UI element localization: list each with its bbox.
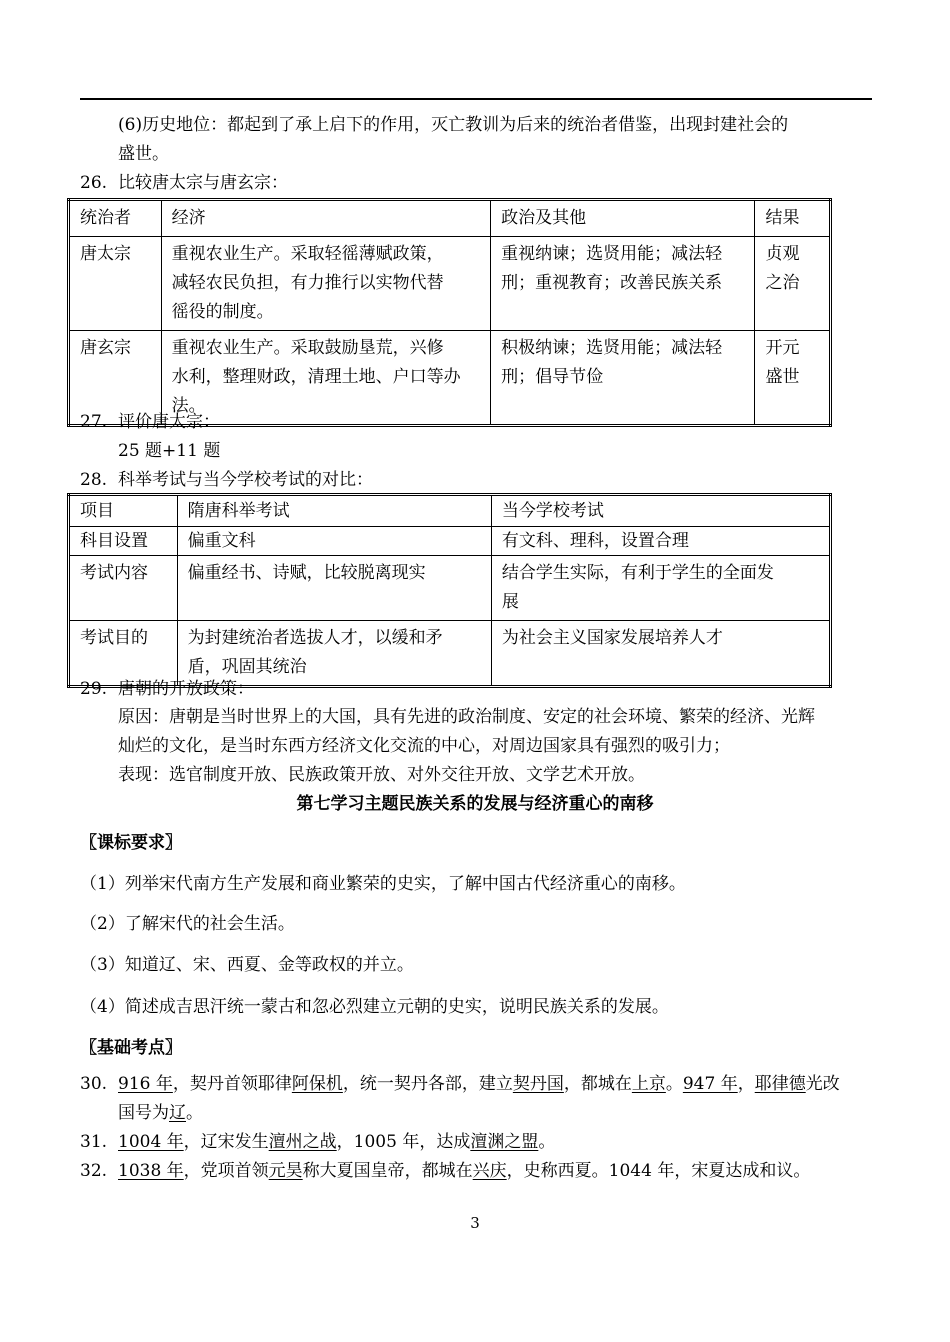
q30-line1 <box>118 1073 840 1095</box>
cell-line: 开元 <box>765 338 800 358</box>
keju-cell <box>177 621 491 687</box>
table-row <box>69 527 831 556</box>
q30-text: ， <box>737 1074 755 1094</box>
section6-line1: (6)历史地位：都起到了承上启下的作用，灭亡教训为后来的统治者借鉴，出现封建社会的 <box>118 115 789 135</box>
item-cell: 考试目的 <box>69 621 178 687</box>
header-rule <box>80 98 872 100</box>
q30-text: 。 <box>665 1074 683 1094</box>
table-header-cell: 当今学校考试 <box>491 495 830 527</box>
q31-text: ，辽宋发生 <box>183 1132 269 1152</box>
q31-text: 。 <box>538 1132 556 1152</box>
q31-treaty: 澶渊之盟 <box>470 1132 539 1152</box>
cell-line: 偏重文科 <box>187 531 256 551</box>
economy-cell <box>161 237 490 331</box>
modern-cell <box>491 621 830 687</box>
q29-number: 29. <box>80 679 108 699</box>
cell-line: 有文科、理科，设置合理 <box>501 531 689 551</box>
item-cell: 科目设置 <box>69 527 178 556</box>
q30-text: ，契丹首领耶律 <box>172 1074 292 1094</box>
politics-cell <box>491 331 755 426</box>
chapter-title: 第七学习主题民族关系的发展与经济重心的南移 <box>296 794 654 814</box>
cell-line: 展 <box>501 592 519 612</box>
table-row <box>69 237 831 331</box>
q32-name: 元昊 <box>268 1161 303 1181</box>
q32-text: ，党项首领 <box>183 1161 269 1181</box>
cell-line: 重视农业生产。采取轻徭薄赋政策， <box>171 244 444 264</box>
q32-text: ，史称西夏。1044 年，宋夏达成和议。 <box>506 1161 811 1181</box>
q32-number: 32. <box>80 1161 108 1181</box>
q29-performance: 表现：选官制度开放、民族政策开放、对外交往开放、文学艺术开放。 <box>118 765 645 785</box>
q28-title: 科举考试与当今学校考试的对比： <box>118 470 373 490</box>
cell-line: 之治 <box>765 273 800 293</box>
table-row <box>69 556 831 621</box>
curriculum-item: （1）列举宋代南方生产发展和商业繁荣的史实，了解中国古代经济重心的南移。 <box>80 874 686 894</box>
q29-reason-line2: 灿烂的文化，是当时东西方经济文化交流的中心，对周边国家具有强烈的吸引力； <box>118 736 730 756</box>
q30-capital: 上京 <box>631 1074 666 1094</box>
q32-text: 称大夏国皇帝，都城在 <box>302 1161 473 1181</box>
cell-line: 刑；倡导节俭 <box>501 367 604 387</box>
q29-title: 唐朝的开放政策： <box>118 679 254 699</box>
q27-title: 评价唐太宗： <box>118 412 220 432</box>
cell-line: 贞观 <box>765 244 800 264</box>
table-header-cell: 政治及其他 <box>491 200 755 237</box>
q26-number: 26. <box>80 173 108 193</box>
q31-year: 1004 年 <box>118 1132 184 1152</box>
table-header-cell: 经济 <box>161 200 490 237</box>
q31-number: 31. <box>80 1132 108 1152</box>
section6-line2: 盛世。 <box>118 144 169 164</box>
q31-line <box>118 1131 555 1153</box>
page-number: 3 <box>470 1214 480 1232</box>
cell-line: 重视农业生产。采取鼓励垦荒，兴修 <box>171 338 444 358</box>
q32-year: 1038 年 <box>118 1161 184 1181</box>
q26-title: 比较唐太宗与唐玄宗： <box>118 173 288 193</box>
cell-line: 徭役的制度。 <box>171 302 274 322</box>
table-header-cell: 统治者 <box>69 200 162 237</box>
cell-line: 偏重经书、诗赋，比较脱离现实 <box>187 563 426 583</box>
politics-cell <box>491 237 755 331</box>
q29-reason-line1: 原因：唐朝是当时世界上的大国，具有先进的政治制度、安定的社会环境、繁荣的经济、光辉 <box>118 707 815 727</box>
cell-line: 结合学生实际，有利于学生的全面发 <box>501 563 774 583</box>
q30-text: 。 <box>186 1103 203 1123</box>
q31-battle: 澶州之战 <box>268 1132 337 1152</box>
result-cell <box>755 331 831 426</box>
q30-text: 光改 <box>805 1074 840 1094</box>
q32-line <box>118 1160 810 1182</box>
cell-line: 减轻农民负担，有力推行以实物代替 <box>171 273 444 293</box>
table-header-row <box>69 200 831 237</box>
q30-text: ，统一契丹各部，建立 <box>342 1074 513 1094</box>
q31-text: ，1005 年，达成 <box>336 1132 471 1152</box>
cell-line: 法。 <box>171 396 206 416</box>
curriculum-item: （3）知道辽、宋、西夏、金等政权的并立。 <box>80 955 414 975</box>
q30-number: 30. <box>80 1074 108 1094</box>
basics-heading: 〖基础考点〗 <box>80 1038 182 1058</box>
cell-line: 水利，整理财政，清理土地、户口等办 <box>171 367 461 387</box>
keju-cell <box>177 556 491 621</box>
q27-number: 27. <box>80 412 108 432</box>
q30-line2 <box>118 1102 203 1124</box>
q30-text: 国号为 <box>118 1103 169 1123</box>
cell-line: 刑；重视教育；改善民族关系 <box>501 273 723 293</box>
cell-line: 重视纳谏；选贤用能；减法轻 <box>501 244 723 264</box>
q30-year2: 947 年 <box>682 1074 738 1094</box>
modern-cell <box>491 527 830 556</box>
table-header-row <box>69 495 831 527</box>
q30-text: ，都城在 <box>563 1074 632 1094</box>
ruler-cell: 唐玄宗 <box>69 331 162 426</box>
table-header-cell: 结果 <box>755 200 831 237</box>
modern-cell <box>491 556 830 621</box>
ruler-cell: 唐太宗 <box>69 237 162 331</box>
q30-name2: 耶律德 <box>754 1074 806 1094</box>
cell-line: 为封建统治者选拔人才，以缓和矛 <box>187 628 443 648</box>
comparison-table-28 <box>67 493 832 688</box>
result-cell <box>755 237 831 331</box>
item-cell: 考试内容 <box>69 556 178 621</box>
keju-cell <box>177 527 491 556</box>
curriculum-heading: 〖课标要求〗 <box>80 833 182 853</box>
q30-year: 916 年 <box>118 1074 173 1094</box>
cell-line: 为社会主义国家发展培养人才 <box>501 628 723 648</box>
cell-line: 盾，巩固其统治 <box>187 657 307 677</box>
q27-answer: 25 题+11 题 <box>118 441 221 461</box>
q30-liao: 辽 <box>169 1103 186 1123</box>
cell-line: 盛世 <box>765 367 800 387</box>
comparison-table-26 <box>67 198 832 427</box>
q30-name1: 阿保机 <box>291 1074 343 1094</box>
table-header-cell: 项目 <box>69 495 178 527</box>
table-row <box>69 621 831 687</box>
cell-line: 积极纳谏；选贤用能；减法轻 <box>501 338 723 358</box>
q32-capital: 兴庆 <box>472 1161 507 1181</box>
table-header-cell: 隋唐科举考试 <box>177 495 491 527</box>
curriculum-item: （2）了解宋代的社会生活。 <box>80 914 295 934</box>
q30-state: 契丹国 <box>512 1074 564 1094</box>
curriculum-item: （4）简述成吉思汗统一蒙古和忽必烈建立元朝的史实，说明民族关系的发展。 <box>80 997 669 1017</box>
q28-number: 28. <box>80 470 108 490</box>
